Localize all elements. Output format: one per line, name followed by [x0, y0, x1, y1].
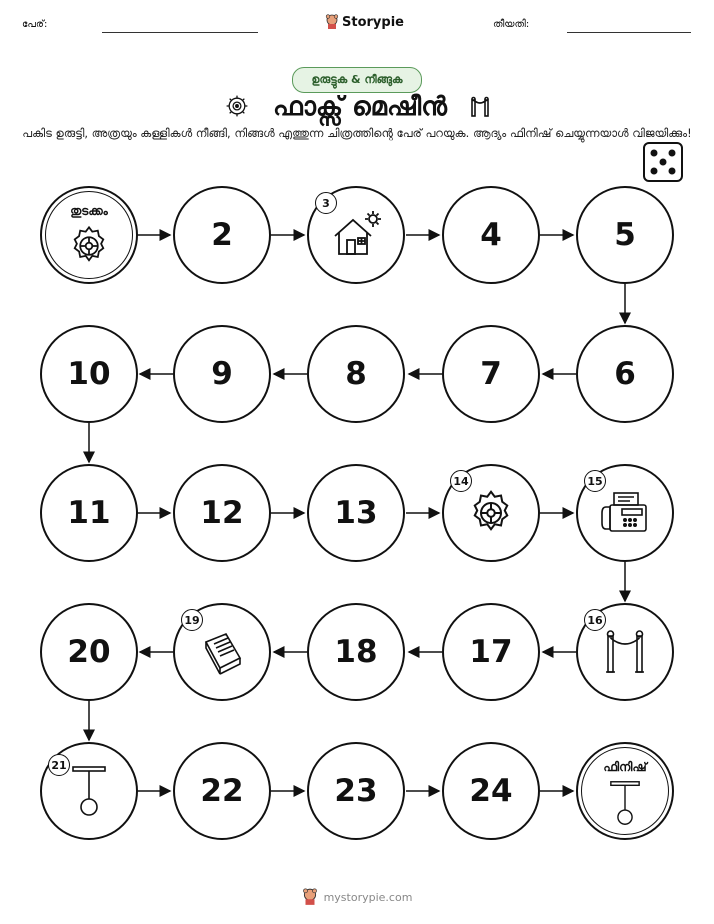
footer — [0, 888, 714, 906]
cell-7: 7 — [442, 325, 540, 423]
house-icon — [329, 210, 383, 260]
cell-14 — [442, 464, 540, 562]
cell-2: 2 — [173, 186, 271, 284]
game-type-badge: ഉരുട്ടുക & നീങ്ങുക — [292, 67, 422, 93]
cell-8: 8 — [307, 325, 405, 423]
title-text: ഫാക്സ് മെഷീൻ — [273, 92, 447, 122]
cell-24: 24 — [442, 742, 540, 840]
pendulum-icon — [606, 780, 644, 826]
cell-18: 18 — [307, 603, 405, 701]
gear-icon — [67, 224, 111, 268]
finish-label: ഫിനിഷ് — [603, 760, 647, 774]
cell-10: 10 — [40, 325, 138, 423]
cell-19 — [173, 603, 271, 701]
rope-barrier-icon — [605, 628, 645, 676]
instructions: പകിട ഉരുട്ടി, അത്രയും കള്ളികൾ നീങ്ങി, നിങ്ങൾ എത്തുന്ന ചിത്രത്തിന്റെ പേര് പറയുക. ആദ്യം ഫിനിഷ് ചെയ്യുന്നയാൾ വിജയിക്കും! — [22, 126, 692, 140]
cell-21 — [40, 742, 138, 840]
cell-22: 22 — [173, 742, 271, 840]
cell-number-badge: 15 — [584, 470, 606, 492]
cell-20: 20 — [40, 603, 138, 701]
cell-number-badge: 16 — [584, 609, 606, 631]
cell-12: 12 — [173, 464, 271, 562]
bear-icon — [302, 888, 318, 906]
cell-15 — [576, 464, 674, 562]
brand-name: Storypie — [342, 14, 404, 30]
cell-finish — [576, 742, 674, 840]
start-label: തുടക്കം — [70, 204, 108, 218]
cell-3 — [307, 186, 405, 284]
cell-16 — [576, 603, 674, 701]
name-label: പേര്: — [22, 19, 48, 30]
fax-machine-icon — [600, 491, 650, 535]
date-label: തീയതി: — [493, 19, 530, 30]
footer-url[interactable]: mystorypie.com — [323, 890, 413, 904]
cell-number-badge: 21 — [48, 754, 70, 776]
cell-13: 13 — [307, 464, 405, 562]
book-icon — [198, 628, 246, 676]
cell-9: 9 — [173, 325, 271, 423]
pendulum-icon — [69, 765, 109, 817]
cell-4: 4 — [442, 186, 540, 284]
cell-start — [40, 186, 138, 284]
cell-number-badge: 19 — [181, 609, 203, 631]
cell-6: 6 — [576, 325, 674, 423]
cell-23: 23 — [307, 742, 405, 840]
cell-17: 17 — [442, 603, 540, 701]
gear-icon — [466, 488, 516, 538]
cell-number-badge: 3 — [315, 192, 337, 214]
cell-11: 11 — [40, 464, 138, 562]
cell-number-badge: 14 — [450, 470, 472, 492]
cell-5: 5 — [576, 186, 674, 284]
